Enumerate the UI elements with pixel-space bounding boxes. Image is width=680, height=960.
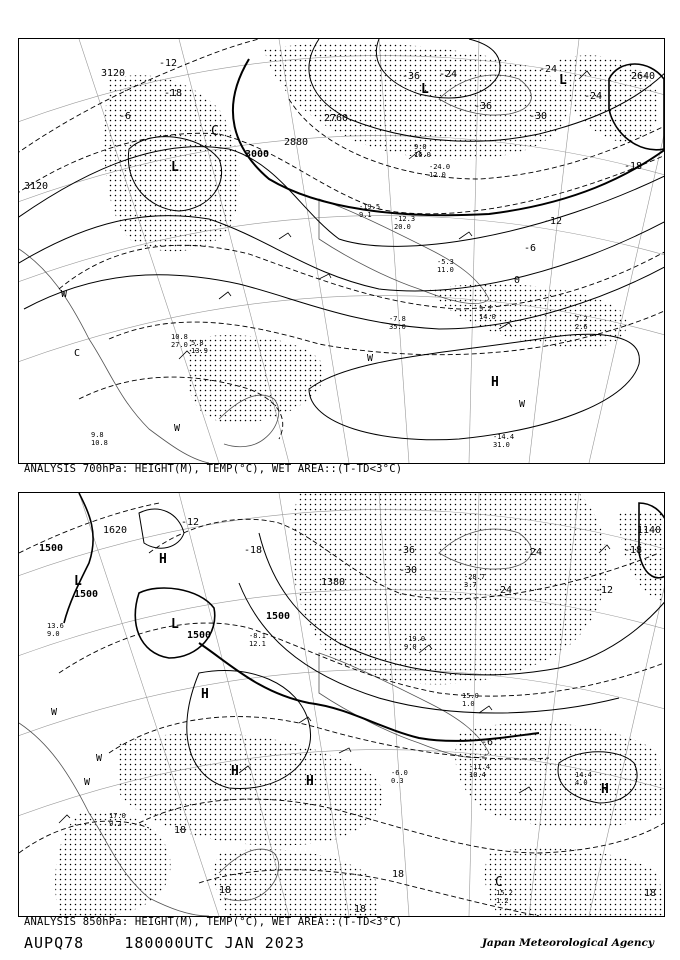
station-value: 9.8 xyxy=(91,431,104,439)
station-value: -6.0 xyxy=(391,769,408,777)
valid-time: 180000UTC JAN 2023 xyxy=(124,934,305,952)
low-center: L xyxy=(74,574,82,589)
low-center: L xyxy=(171,160,179,175)
station-value: 12.1 xyxy=(249,640,266,648)
station-value: 11.0 xyxy=(437,266,454,274)
station-value: 27.0 xyxy=(171,341,188,349)
station-value: 20.0 xyxy=(394,223,411,231)
temp-label: -12 xyxy=(181,517,200,528)
station-value: -5.3 xyxy=(437,258,454,266)
height-label: 2640 xyxy=(631,71,656,82)
temp-label: -6 xyxy=(119,111,132,122)
station-value: 5.2 xyxy=(479,305,492,313)
warm-marker: W xyxy=(367,353,374,364)
station-value: 9.2 xyxy=(109,820,122,828)
height-label: 3000 xyxy=(245,149,270,160)
station-value: 14.0 xyxy=(479,313,496,321)
temp-label: -18 xyxy=(624,545,643,556)
wc-markers xyxy=(51,707,103,788)
map-850hpa-canvas xyxy=(19,493,664,916)
cold-center: C xyxy=(211,124,219,139)
station-value: -19.5 xyxy=(359,203,381,211)
temp-label: -30 xyxy=(399,565,418,576)
high-center: H xyxy=(601,782,609,797)
temp-label: -36 xyxy=(402,71,421,82)
caption-850hpa: ANALYSIS 850hPa: HEIGHT(M), TEMP(°C), WET AREA::(T-TD<3°C) xyxy=(24,916,403,928)
height-label: 1500 xyxy=(266,611,291,622)
high-center: H xyxy=(491,375,499,390)
height-label: 2760 xyxy=(324,113,349,124)
warm-marker: W xyxy=(96,753,103,764)
temp-label: -24 xyxy=(494,585,513,596)
height-label: 1500 xyxy=(74,589,99,600)
temp-label: -6 xyxy=(481,737,494,748)
station-value: 16.0 xyxy=(414,151,431,159)
temp-label: 18 xyxy=(354,904,367,915)
station-value: 4.0 xyxy=(575,779,588,787)
map-700hpa-canvas xyxy=(19,39,664,463)
station-value: 12.0 xyxy=(429,171,446,179)
station-value: 9.0 xyxy=(414,143,427,151)
station-value: -12.3 xyxy=(394,215,416,223)
station-value: 1.0 xyxy=(462,700,475,708)
warm-marker: W xyxy=(84,777,91,788)
warm-marker: W xyxy=(51,707,58,718)
station-value: 15.0 xyxy=(462,692,479,700)
station-value: -19.0 xyxy=(404,635,426,643)
station-value: 1.2 xyxy=(496,897,509,905)
product-code: AUPQ78 xyxy=(24,934,85,952)
temp-label: -24 xyxy=(584,91,603,102)
temp-label: -6 xyxy=(524,243,537,254)
warm-marker: W xyxy=(61,289,68,300)
station-value: 17.0 xyxy=(109,812,126,820)
station-value: 13.9 xyxy=(191,347,208,355)
analysis-850hpa-map xyxy=(18,492,665,917)
station-value: 9.1 xyxy=(359,211,372,219)
low-center: L xyxy=(559,73,567,88)
temp-label: 18 xyxy=(644,888,657,899)
analysis-700hpa-map xyxy=(18,38,665,464)
station-value: -11.4 xyxy=(469,763,491,771)
station-value: -8.1 xyxy=(249,632,266,640)
station-value: 10.8 xyxy=(91,439,108,447)
height-label: 1500 xyxy=(39,543,64,554)
temp-label: -24 xyxy=(539,64,558,75)
station-value: 9.0 xyxy=(404,643,417,651)
height-label: 1380 xyxy=(321,577,346,588)
agency-name: Japan Meteorological Agency xyxy=(481,937,654,949)
station-value: 5.8 xyxy=(191,339,204,347)
high-center: H xyxy=(201,687,209,702)
cold-marker: C xyxy=(74,348,81,359)
high-center: H xyxy=(231,764,239,779)
temp-label: -18 xyxy=(624,161,643,172)
height-label: 3120 xyxy=(24,181,49,192)
station-value: -14.4 xyxy=(493,433,515,441)
temp-label: 0 xyxy=(514,275,521,286)
cold-center: C xyxy=(495,875,503,890)
high-center: H xyxy=(306,774,314,789)
temp-label: -12 xyxy=(544,216,563,227)
temp-label: 18 xyxy=(392,869,405,880)
height-label: 3120 xyxy=(101,68,126,79)
station-value: 7.2 xyxy=(575,315,588,323)
temp-label: -12 xyxy=(159,58,178,69)
station-value: -24.0 xyxy=(429,163,451,171)
high-center: H xyxy=(159,552,167,567)
temp-label: -36 xyxy=(397,545,416,556)
station-value: 10.8 xyxy=(171,333,188,341)
temp-label: -24 xyxy=(524,547,543,558)
temp-label: -30 xyxy=(529,111,548,122)
warm-marker: W xyxy=(174,423,181,434)
station-value: 35.0 xyxy=(389,323,406,331)
temp-label: -18 xyxy=(244,545,263,556)
temp-label: -24 xyxy=(439,69,458,80)
height-label: 2880 xyxy=(284,137,309,148)
wet-area-shading xyxy=(55,493,664,916)
station-value: 14.4 xyxy=(575,771,592,779)
height-label: 1500 xyxy=(187,630,212,641)
temp-label: -36 xyxy=(474,101,493,112)
temp-label: -12 xyxy=(595,585,614,596)
station-value: -7.8 xyxy=(389,315,406,323)
warm-marker: W xyxy=(519,399,526,410)
height-label: 1620 xyxy=(103,525,128,536)
station-value: 15.2 xyxy=(496,889,513,897)
height-label: 1140 xyxy=(637,525,662,536)
station-value: 3.7 xyxy=(464,581,477,589)
caption-700hpa: ANALYSIS 700hPa: HEIGHT(M), TEMP(°C), WET AREA::(T-TD<3°C) xyxy=(24,463,403,475)
station-value: 10.4 xyxy=(469,771,486,779)
station-value: 2.6 xyxy=(575,323,588,331)
station-value: 0.3 xyxy=(391,777,404,785)
low-center: L xyxy=(421,82,429,97)
temp-label: 18 xyxy=(219,885,232,896)
station-value: -28.7 xyxy=(464,573,486,581)
low-center: L xyxy=(171,617,179,632)
temp-label: -18 xyxy=(164,88,183,99)
temp-label: 18 xyxy=(174,825,187,836)
station-value: 9.0 xyxy=(47,630,60,638)
station-value: 13.6 xyxy=(47,622,64,630)
product-code-and-valid-time xyxy=(24,934,305,952)
station-value: 31.0 xyxy=(493,441,510,449)
